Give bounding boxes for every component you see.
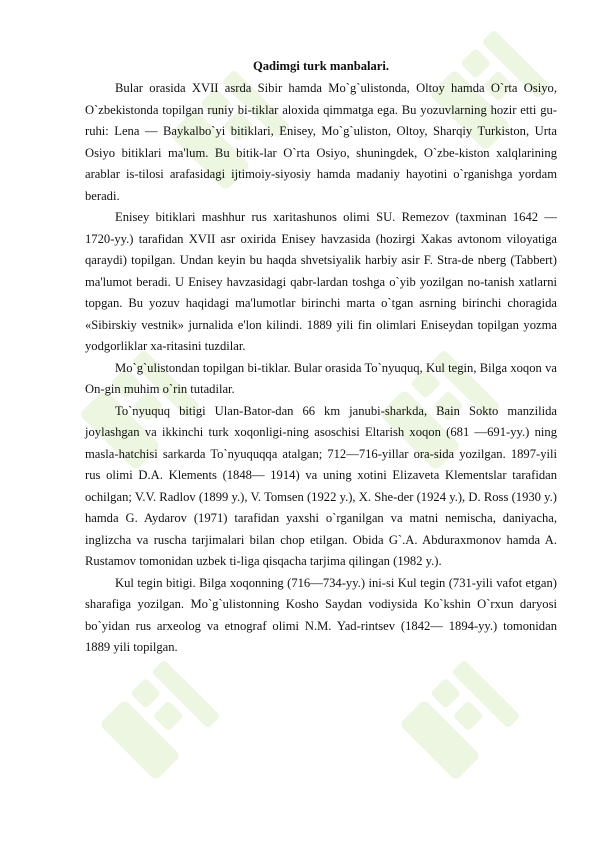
paragraph-kul-tegin-inscription: Kul tegin bitigi. Bilga xoqonning (716—734-yy.) ini-si Kul tegin (731-yili vafot etgan) sharafiga yozilgan. Mo`g`ulistonning Kosho Saydan vodiysida Ko`kshin O`rxun daryosi bo`yidan rus arxeolog va etnograf olimi N.M. Yad-rintsev (1842— 1894-yy.) tomonidan 1889 yili topilgan.	[85, 575, 557, 654]
paragraph-sources-overview: Bular orasida XVII asrda Sibir hamda Mo`g`ulistonda, Oltoy hamda O`rta Osiyo, O`zbekistonda topilgan runiy bi-tiklar aloxida qimmatga ega. Bu yozuvlarning hozir etti gu-ruhi: Lena — Baykalbo`yi bitiklari, Enisey, Mo`g`uliston, Oltoy, Sharqiy Turkiston, Urta Osiyo bitiklari ma'lum. Bu bitik-lar O`rta Osiyo, shuningdek, O`zbe-kiston xalqlarining arablar is-tilosi arafasidagi ijtimoiy-siyosiy hamda madaniy hayotini o`rganishga yordam beradi.	[85, 81, 557, 203]
document-page	[85, 56, 557, 659]
paragraph-enisey-inscriptions: Enisey bitiklari mashhur rus xaritashunos olimi SU. Remezov (taxminan 1642 — 1720-yy.) tarafidan XVII asr oxirida Enisey havzasida (hozirgi Xakas avtonom viloyatiga qaraydi) topilgan. Undan keyin bu haqda shvetsiyalik harbiy asir F. Stra-de nberg (Tabbert) ma'lumot beradi. U Enisey havzasidagi qabr-lardan toshga o`yib yozilgan no-tanish xatlarni topgan. Bu yozuv haqidagi ma'lumotlar birinchi marta o`tgan asrning birinchi choragida «Sibirskiy vestnik» jurnalida e'lon kilindi. 1889 yili fin olimlari Eniseydan topilgan yozma yodgorliklar xa-ritasini tuzdilar.	[85, 210, 557, 353]
document-title: Qadimgi turk manbalari.	[252, 59, 390, 73]
watermark-logo-icon	[399, 659, 521, 781]
paragraph-mongolia-inscriptions: Mo`g`ulistondan topilgan bi-tiklar. Bular orasida To`nyuquq, Kul tegin, Bilga xoqon va On-gin muhim o`rin tutadilar.	[85, 360, 557, 396]
paragraph-tonyukuk-inscription: To`nyuquq bitigi Ulan-Bator-dan 66 km janubi-sharkda, Bain Sokto manzilida joylashgan va ikkinchi turk xoqonligi-ning asoschisi Eltarish xoqon (681 —691-yy.) ning masla-hatchisi sarkarda To`nyuquqqa atalgan; 712—716-yillar ora-sida yozilgan. 1897-yili rus olimi D.A. Klements (1848— 1914) va uning xotini Elizaveta Klementslar tarafidan ochilgan; V.V. Radlov (1899 y.), V. Tomsen (1922 y.), X. She-der (1924 y.), D. Ross (1930 y.) hamda G. Aydarov (1971) tarafidan yaxshi o`rganilgan va matni nemischa, daniyacha, inglizcha va ruscha tarjimalari bilan chop etilgan. Obida G`.A. Abduraxmonov hamda A. Rustamov tomonidan uzbek ti-liga qisqacha tarjima qilingan (1982 y.).	[85, 403, 557, 568]
watermark-logo-icon	[99, 659, 221, 781]
